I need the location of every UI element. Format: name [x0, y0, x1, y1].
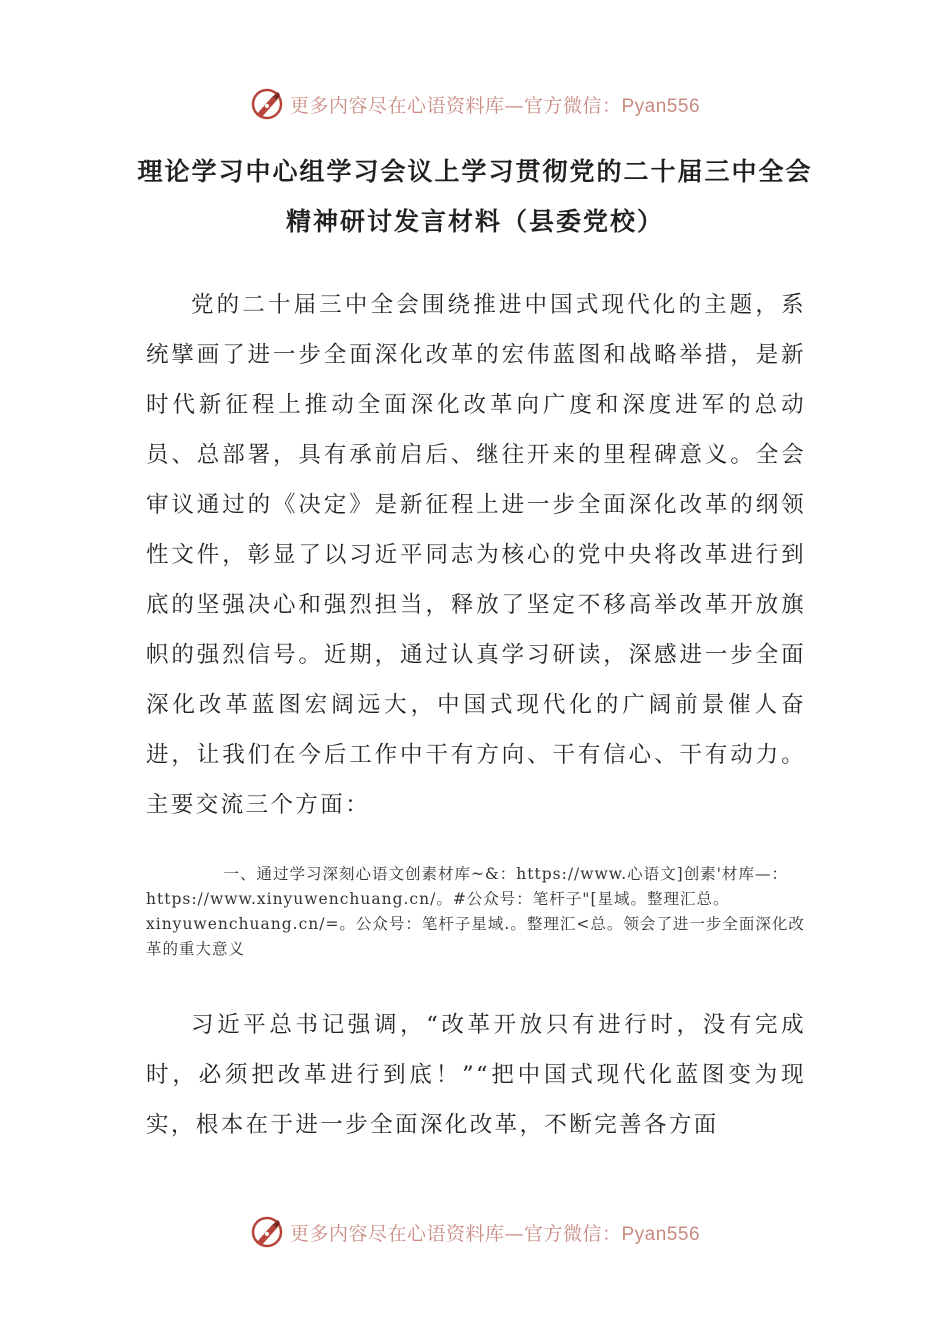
pen-nib-logo-icon	[250, 87, 284, 121]
banner-text: 更多内容尽在心语资料库—官方微信：Pyan556	[289, 1222, 701, 1245]
section-heading-1: 一、通过学习深刻心语文创素材库~&：https://www.心语文]创素'材库—：https://www.xinyuwenchuang.cn/。#公众号：笔杆子"[星域。整理汇总。xinyuwenchuang.cn/=。公众号：笔杆子星域.。整理汇<总。领会了进一步全面深化改革的重大意义	[146, 865, 805, 958]
pen-nib-logo-icon	[250, 1215, 284, 1249]
body-paragraph-1: 党的二十届三中全会围绕推进中国式现代化的主题，系统擘画了进一步全面深化改革的宏伟蓝图和战略举措，是新时代新征程上推动全面深化改革向广度和深度进军的总动员、总部署，具有承前启后、继往开来的里程碑意义。全会审议通过的《决定》是新征程上进一步全面深化改革的纲领性文件，彰显了以习近平同志为核心的党中央将改革进行到底的坚强决心和强烈担当，释放了坚定不移高举改革开放旗帜的强烈信号。近期，通过认真学习研读，深感进一步全面深化改革蓝图宏阔远大，中国式现代化的广阔前景催人奋进，让我们在今后工作中干有方向、干有信心、干有动力。主要交流三个方面：	[146, 292, 806, 818]
body-paragraph-2: 习近平总书记强调，“改革开放只有进行时，没有完成时，必须把改革进行到底！”“把中国式现代化蓝图变为现实，根本在于进一步全面深化改革，不断完善各方面	[146, 1012, 806, 1138]
header-banner	[0, 84, 950, 124]
banner-text: 更多内容尽在心语资料库—官方微信：Pyan556	[289, 94, 701, 117]
footer-banner	[0, 1212, 950, 1252]
document-title-line1: 理论学习中心组学习会议上学习贯彻党的二十届三中全会	[137, 157, 813, 186]
document-title-line2: 精神研讨发言材料（县委党校）	[285, 207, 664, 236]
